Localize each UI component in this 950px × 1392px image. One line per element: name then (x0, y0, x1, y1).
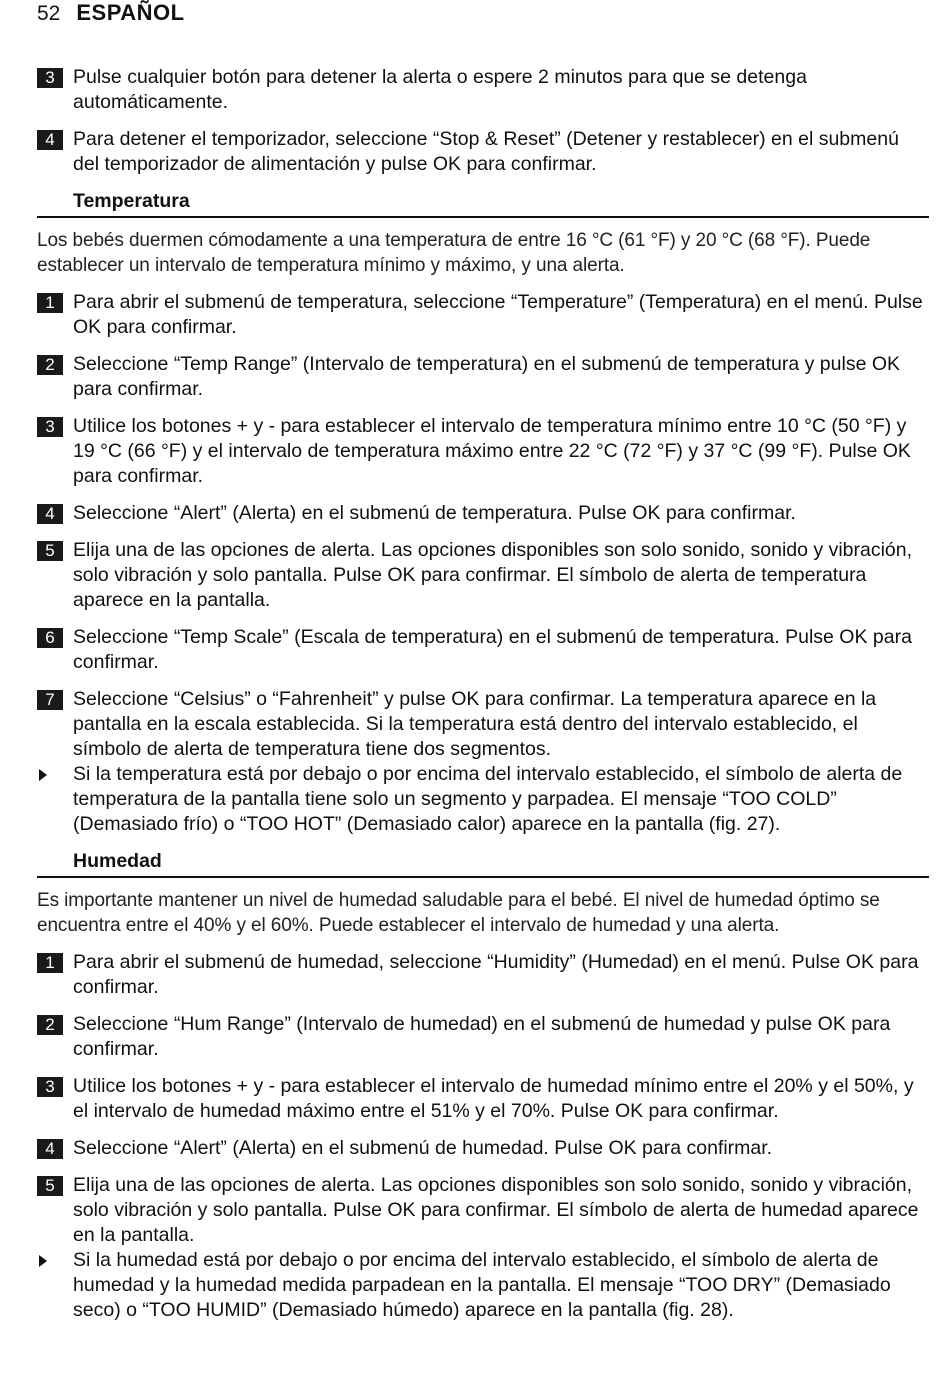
humidity-step-2 (37, 1012, 929, 1062)
step-number-badge: 5 (37, 1176, 63, 1196)
bullet-triangle-icon (39, 769, 47, 781)
page-header (37, 0, 185, 30)
temperature-intro: Los bebés duermen cómodamente a una temperatura de entre 16 °C (61 °F) y 20 °C (68 °F). Puede establecer un intervalo de temperatura mínimo y máximo, y una alerta. (37, 230, 871, 276)
temperature-result-bullet (37, 762, 929, 837)
page-content (37, 65, 929, 1335)
temperature-step-1 (37, 290, 929, 340)
temperature-step-7 (37, 687, 929, 762)
step-text: Elija una de las opciones de alerta. Las opciones disponibles son solo sonido, sonido y vibración, solo vibración y solo pantalla. Pulse OK para confirmar. El símbolo de alerta de temperatura aparece en la pantalla. (73, 539, 913, 611)
step-text: Seleccione “Temp Range” (Intervalo de temperatura) en el submenú de temperatura y pulse OK para confirmar. (73, 353, 901, 400)
step-text: Seleccione “Alert” (Alerta) en el submenú de temperatura. Pulse OK para confirmar. (73, 502, 796, 524)
step-text: Para abrir el submenú de humedad, seleccione “Humidity” (Humedad) en el menú. Pulse OK para confirmar. (73, 951, 919, 998)
step-text: Seleccione “Celsius” o “Fahrenheit” y pulse OK para confirmar. La temperatura aparece en la pantalla en la escala establecida. Si la temperatura está dentro del intervalo establecido, el símbolo de alerta de temperatura tiene dos segmentos. (73, 688, 877, 760)
step-text: Utilice los botones + y - para establecer el intervalo de temperatura mínimo entre 10 °C (50 °F) y 19 °C (66 °F) y el intervalo de temperatura máximo entre 22 °C (72 °F) y 37 °C (99 °F). Pulse OK para confirmar. (73, 415, 911, 487)
step-text: Seleccione “Alert” (Alerta) en el submenú de humedad. Pulse OK para confirmar. (73, 1137, 773, 1159)
top-step-3 (37, 65, 929, 115)
step-number-badge: 3 (37, 417, 63, 437)
step-text: Elija una de las opciones de alerta. Las opciones disponibles son solo sonido, sonido y vibración, solo vibración y solo pantalla. Pulse OK para confirmar. El símbolo de alerta de humedad aparece en la pantalla. (73, 1174, 919, 1246)
step-number-badge: 7 (37, 690, 63, 710)
step-number-badge: 3 (37, 68, 63, 88)
temperature-step-2 (37, 352, 929, 402)
step-number-badge: 4 (37, 130, 63, 150)
page-number: 52 (37, 2, 61, 25)
humidity-intro: Es importante mantener un nivel de humedad saludable para el bebé. El nivel de humedad óptimo se encuentra entre el 40% y el 60%. Puede establecer el intervalo de humedad y una alerta. (37, 890, 880, 936)
bullet-text: Si la temperatura está por debajo o por encima del intervalo establecido, el símbolo de alerta de temperatura de la pantalla tiene solo un segmento y parpadea. El mensaje “TOO COLD” (Demasiado frío) o “TOO HOT” (Demasiado calor) aparece en la pantalla (fig. 27). (73, 763, 903, 835)
step-number-badge: 2 (37, 355, 63, 375)
step-number-badge: 6 (37, 628, 63, 648)
temperature-step-6 (37, 625, 929, 675)
bullet-triangle-icon (39, 1255, 47, 1267)
humidity-result-bullet (37, 1248, 929, 1323)
humidity-step-1 (37, 950, 929, 1000)
step-text: Utilice los botones + y - para establecer el intervalo de humedad mínimo entre el 20% y el 50%, y el intervalo de humedad máximo entre el 51% y el 70%. Pulse OK para confirmar. (73, 1075, 914, 1122)
language-heading: ESPAÑOL (76, 0, 185, 25)
step-text: Para detener el temporizador, seleccione “Stop & Reset” (Detener y restablecer) en el submenú del temporizador de alimentación y pulse OK para confirmar. (73, 128, 899, 175)
humidity-step-5 (37, 1173, 929, 1248)
temperature-step-3 (37, 414, 929, 489)
humidity-step-4 (37, 1136, 929, 1161)
step-number-badge: 4 (37, 504, 63, 524)
step-number-badge: 2 (37, 1015, 63, 1035)
step-text: Pulse cualquier botón para detener la alerta o espere 2 minutos para que se detenga automáticamente. (73, 66, 807, 113)
step-text: Seleccione “Temp Scale” (Escala de temperatura) en el submenú de temperatura. Pulse OK para confirmar. (73, 626, 912, 673)
step-number-badge: 4 (37, 1139, 63, 1159)
step-text: Seleccione “Hum Range” (Intervalo de humedad) en el submenú de humedad y pulse OK para confirmar. (73, 1013, 891, 1060)
step-number-badge: 5 (37, 541, 63, 561)
step-number-badge: 1 (37, 293, 63, 313)
temperature-step-4 (37, 501, 929, 526)
humidity-step-3 (37, 1074, 929, 1124)
step-number-badge: 3 (37, 1077, 63, 1097)
step-number-badge: 1 (37, 953, 63, 973)
section-heading-temperature: Temperatura (37, 189, 929, 218)
top-step-4 (37, 127, 929, 177)
section-heading-humidity: Humedad (37, 849, 929, 878)
step-text: Para abrir el submenú de temperatura, seleccione “Temperature” (Temperatura) en el menú. Pulse OK para confirmar. (73, 291, 923, 338)
temperature-step-5 (37, 538, 929, 613)
bullet-text: Si la humedad está por debajo o por encima del intervalo establecido, el símbolo de alerta de humedad y la humedad medida parpadean en la pantalla. El mensaje “TOO DRY” (Demasiado seco) o “TOO HUMID” (Demasiado húmedo) aparece en la pantalla (fig. 28). (73, 1249, 891, 1321)
